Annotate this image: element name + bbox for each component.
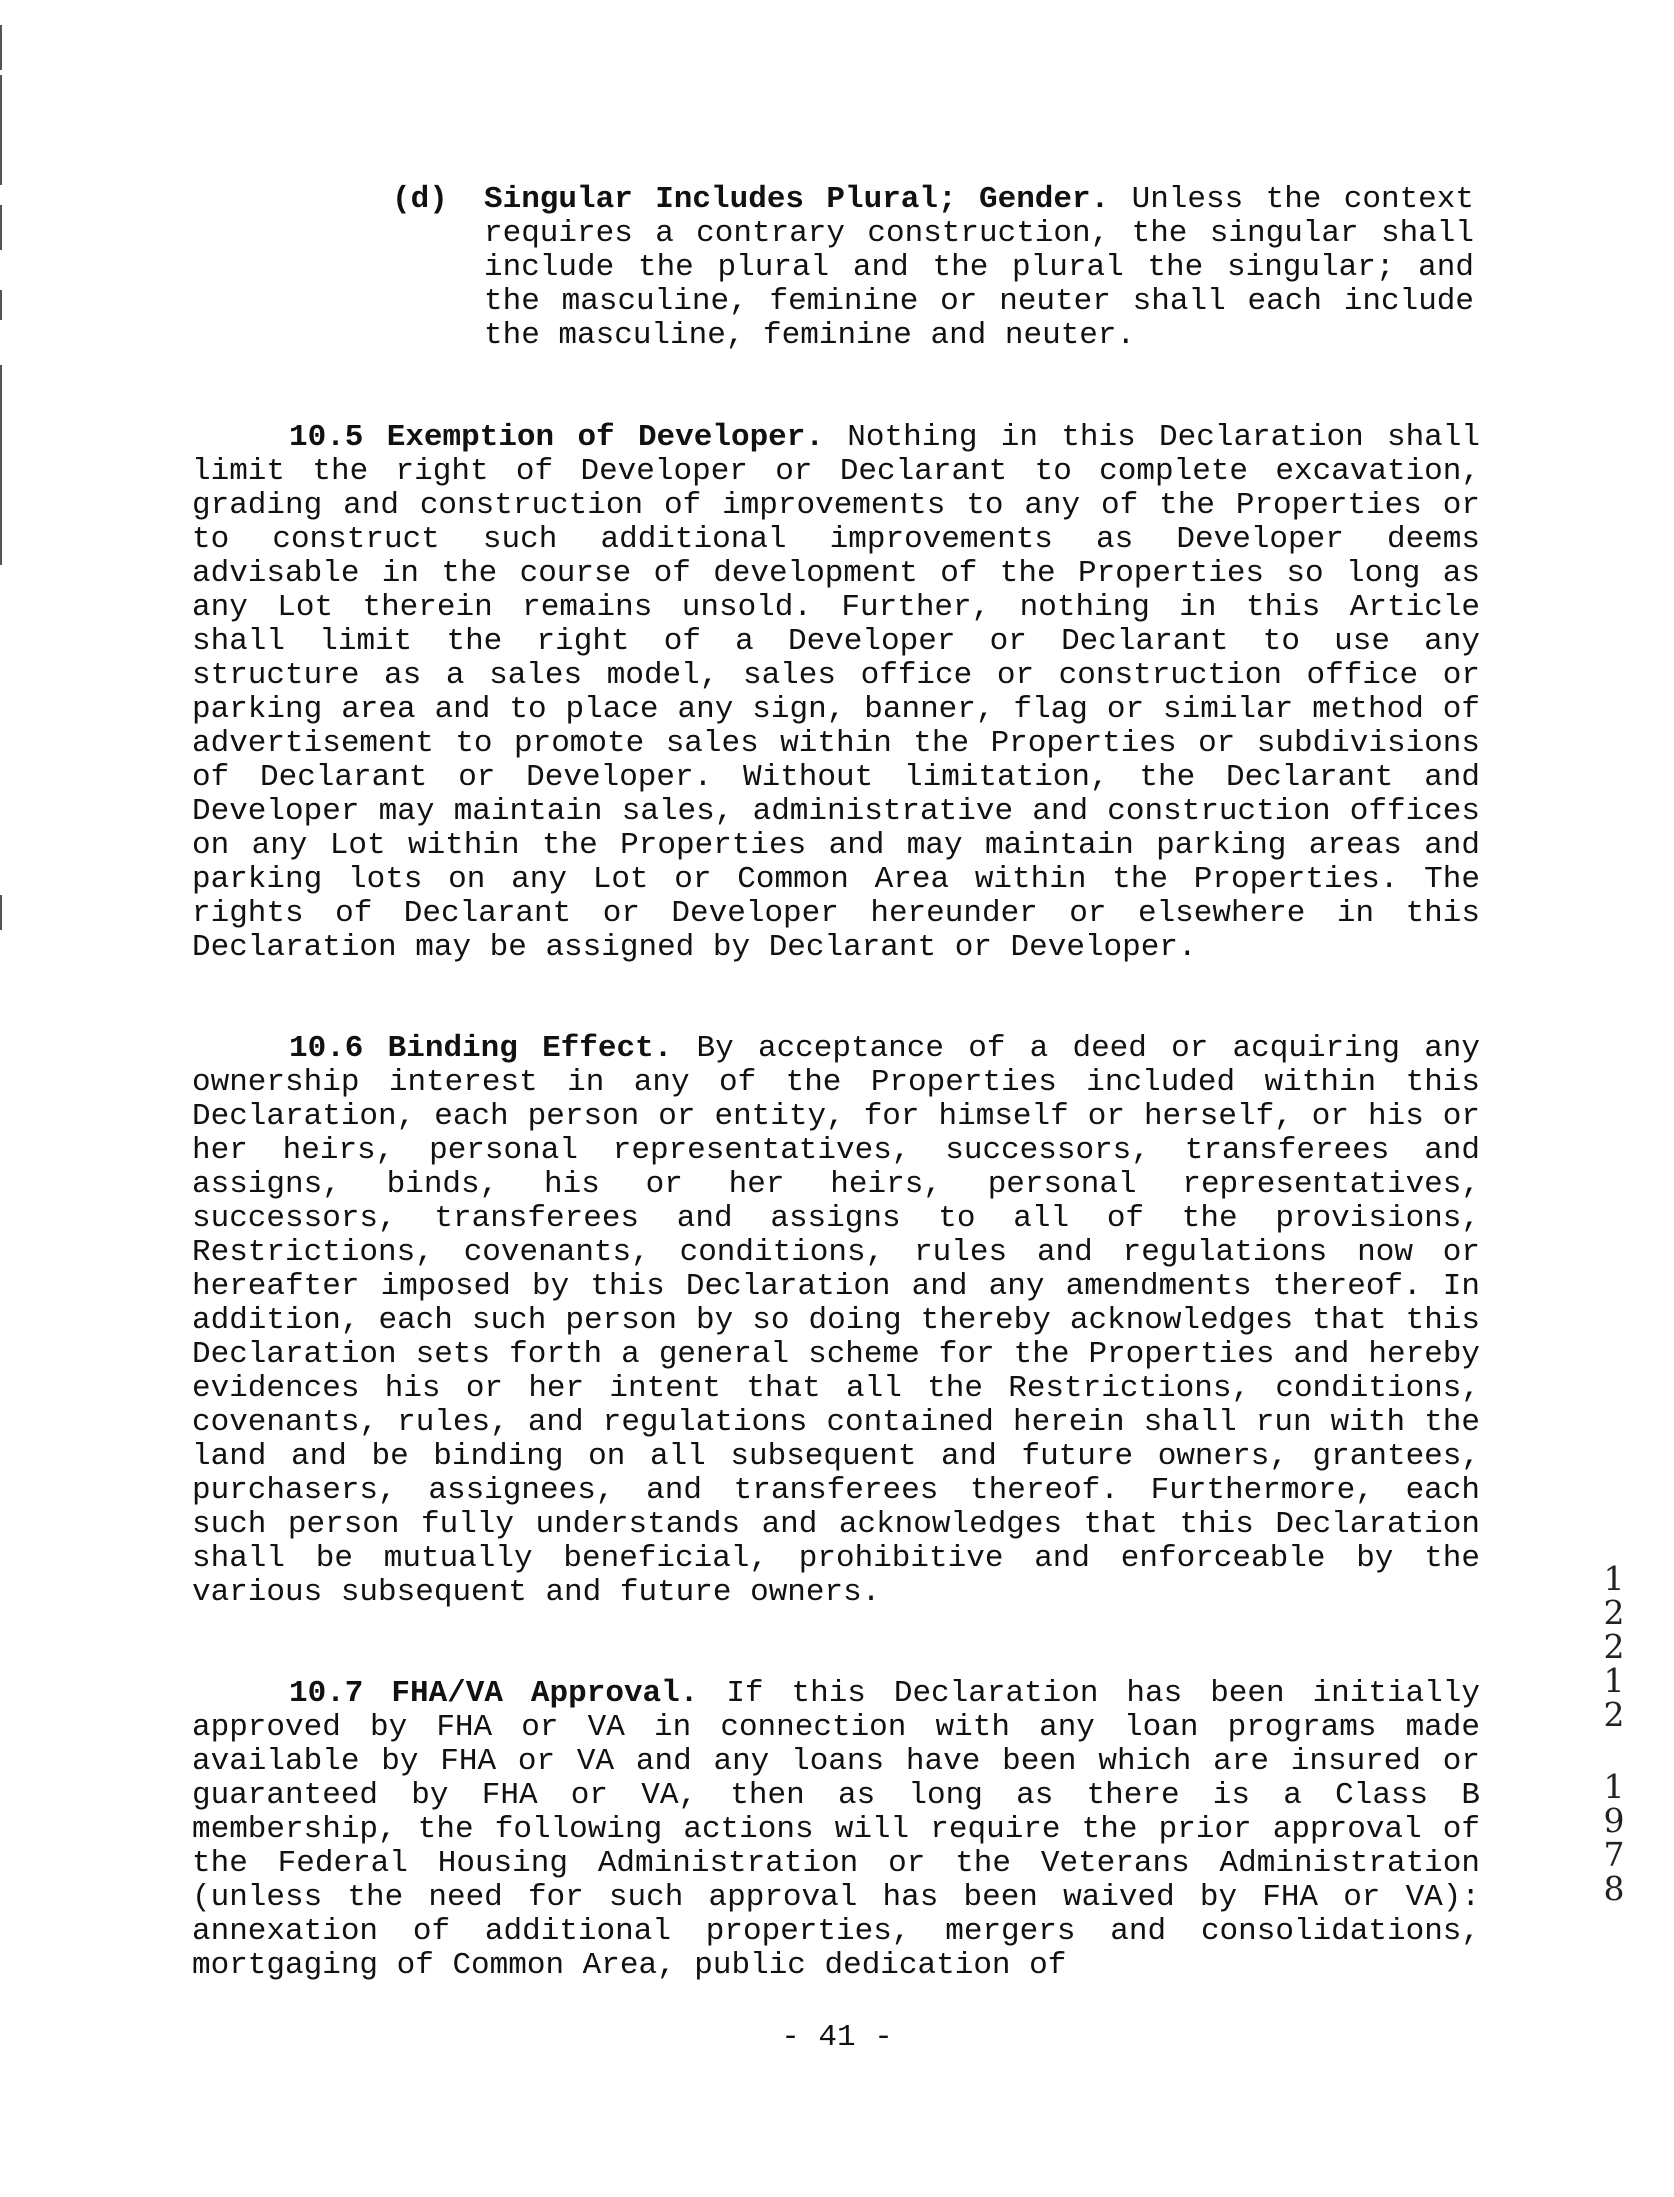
stamp-digit: 1 xyxy=(1603,1661,1625,1700)
recording-stamp-lower xyxy=(1594,1767,1634,1908)
section-heading: 10.5 Exemption of Developer. xyxy=(289,420,824,455)
scan-mark xyxy=(0,25,2,70)
stamp-digit: 8 xyxy=(1603,1869,1625,1908)
scan-mark xyxy=(0,205,2,250)
section-10-5 xyxy=(192,421,1480,965)
section-text: Nothing in this Declaration shall limit the right of Developer or Declarant to complete excavation, grading and construction of improvements to any of the Properties or to construct such additional improvements as Developer deems advisable in the course of development of the Properties so long as any Lot therein remains unsold. Further, nothing in this Article shall limit the right of a Developer or Declarant to use any structure as a sales model, sales office or construction office or parking area and to place any sign, banner, flag or similar method of advertisement to promote sales within the Properties or subdivisions of Declarant or Developer. Without limitation, the Declarant and Developer may maintain sales, administrative and construction offices on any Lot within the Properties and may maintain parking areas and parking lots on any Lot or Common Area within the Properties. The rights of Declarant or Developer hereunder or elsewhere in this Declaration may be assigned by Declarant or Developer. xyxy=(192,420,1480,965)
scan-mark xyxy=(0,365,2,565)
section-heading: 10.6 Binding Effect. xyxy=(289,1031,673,1066)
stamp-digit: 1 xyxy=(1603,1559,1625,1598)
page-number: - 41 - xyxy=(781,2020,893,2055)
subsection-text: Unless the context requires a contrary construction, the singular shall include the plural and the plural the singular; and the masculine, feminine or neuter shall each include the masculine, feminine and neuter. xyxy=(484,182,1474,353)
subsection-body xyxy=(484,183,1474,353)
section-heading: 10.7 FHA/VA Approval. xyxy=(289,1676,699,1711)
scan-mark xyxy=(0,75,2,185)
scan-mark xyxy=(0,290,2,320)
subsection-label: (d) xyxy=(392,182,448,217)
stamp-digit: 2 xyxy=(1603,1627,1625,1666)
stamp-digit: 9 xyxy=(1603,1801,1625,1840)
subsection-heading: Singular Includes Plural; Gender. xyxy=(484,182,1110,217)
section-10-6 xyxy=(192,1032,1480,1610)
stamp-digit: 7 xyxy=(1603,1835,1625,1874)
section-text: If this Declaration has been initially approved by FHA or VA in connection with any loan programs made available by FHA or VA and any loans have been which are insured or guaranteed by FHA or VA, then as long as there is a Class B membership, the following actions will require the prior approval of the Federal Housing Administration or the Veterans Administration (unless the need for such approval has been waived by FHA or VA): annexation of additional properties, mergers and consolidations, mortgaging of Common Area, public dedication of xyxy=(192,1676,1480,1983)
section-text: By acceptance of a deed or acquiring any ownership interest in any of the Properties included within this Declaration, each person or entity, for himself or herself, or his or her heirs, personal representatives, successors, transferees and assigns, binds, his or her heirs, personal representatives, successors, transferees and assigns to all of the provisions, Restrictions, covenants, conditions, rules and regulations now or hereafter imposed by this Declaration and any amendments thereof. In addition, each such person by so doing thereby acknowledges that this Declaration sets forth a general scheme for the Properties and hereby evidences his or her intent that all the Restrictions, conditions, covenants, rules, and regulations contained herein shall run with the land and be binding on all subsequent and future owners, grantees, purchasers, assignees, and transferees thereof. Furthermore, each such person fully understands and acknowledges that this Declaration shall be mutually beneficial, prohibitive and enforceable by the various subsequent and future owners. xyxy=(192,1031,1480,1610)
section-10-7 xyxy=(192,1677,1480,1983)
stamp-digit: 2 xyxy=(1603,1593,1625,1632)
stamp-digit: 1 xyxy=(1603,1767,1625,1806)
recording-stamp-upper xyxy=(1594,1559,1634,1734)
stamp-digit: 2 xyxy=(1603,1695,1625,1734)
scan-mark xyxy=(0,895,2,930)
